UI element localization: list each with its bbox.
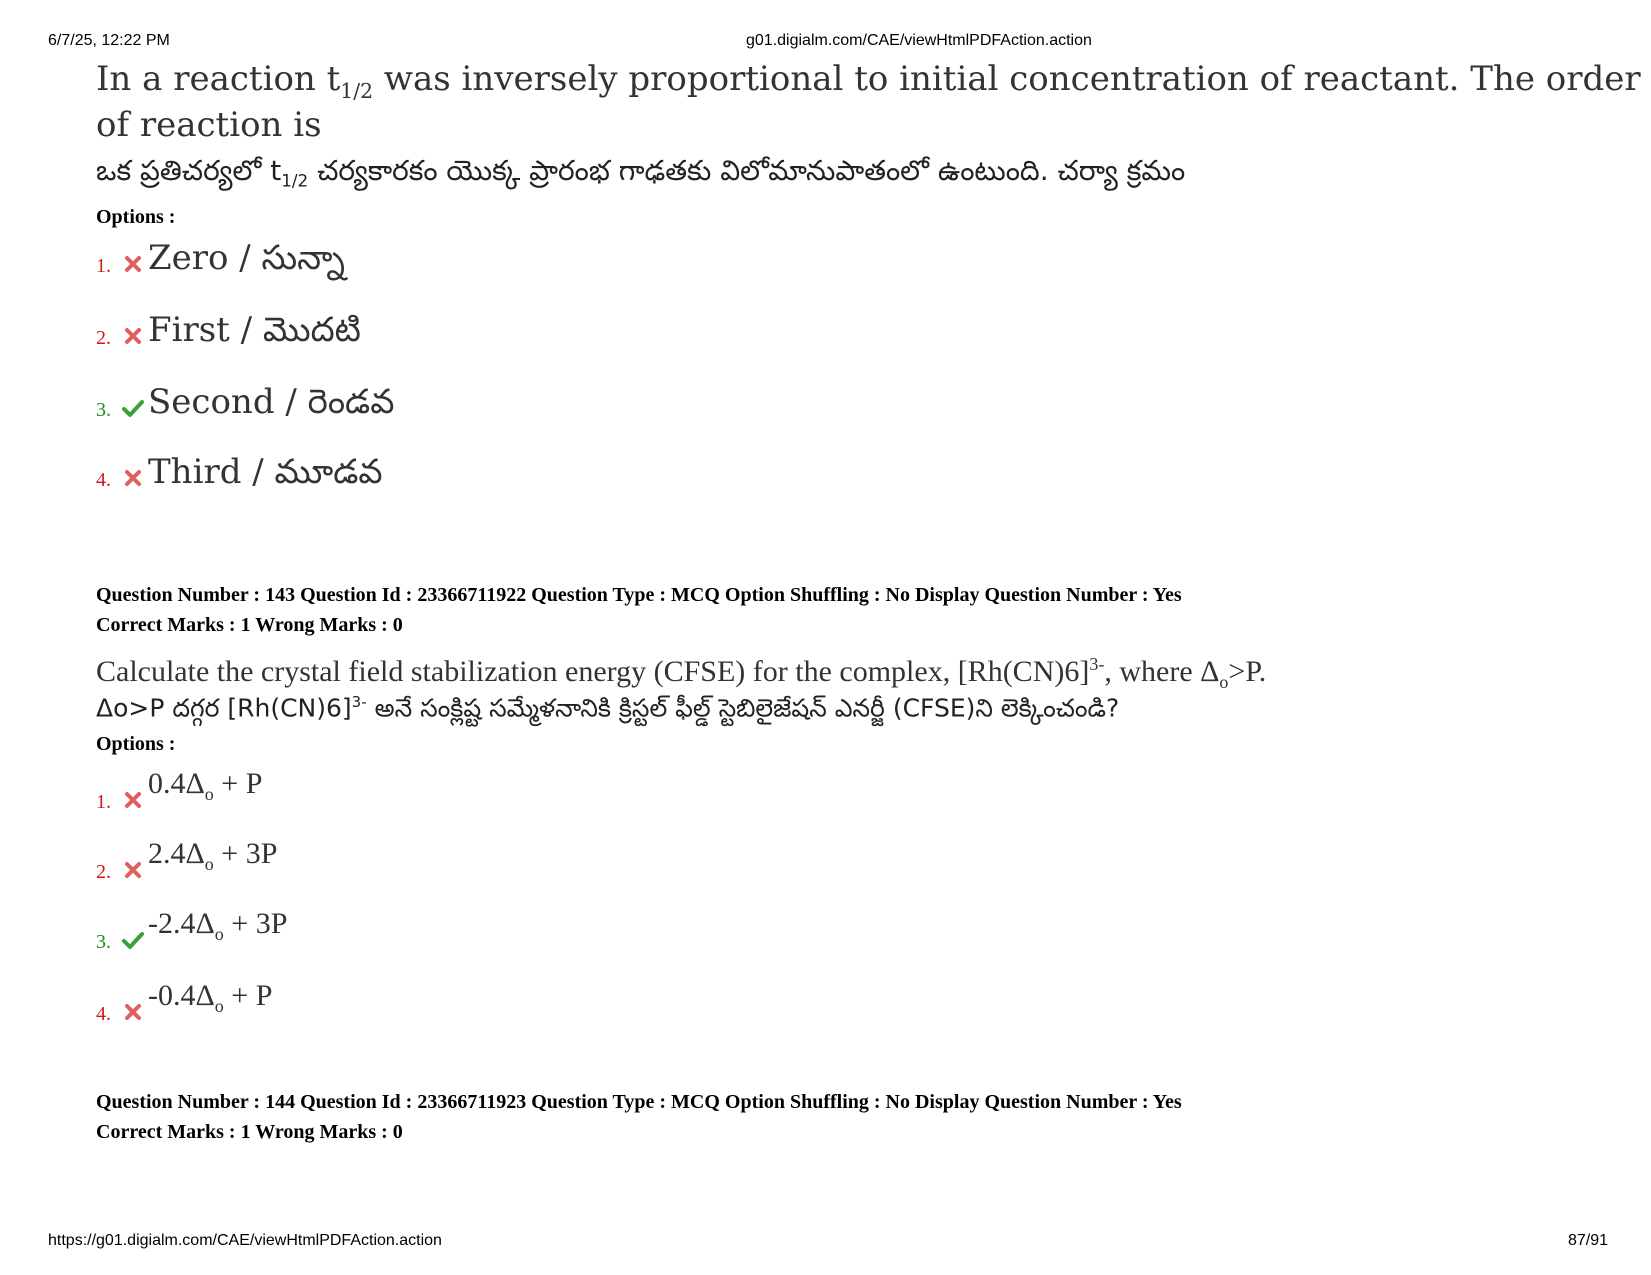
- q144-meta-line1: Question Number : 144 Question Id : 23366711923 Question Type : MCQ Option Shuffling : No Display Question Number : Yes: [96, 1091, 1182, 1113]
- q142-option-1: 1. Zero / సున్నా: [96, 238, 345, 278]
- print-datetime: 6/7/25, 12:22 PM: [48, 32, 170, 49]
- print-header-url: g01.digialm.com/CAE/viewHtmlPDFAction.action: [746, 32, 1092, 49]
- q142-question-text-line1: In a reaction $t_{1/2}$ was inversely proportional to initial concentration of reactant. The order: [96, 59, 1641, 103]
- check-icon: [122, 398, 144, 418]
- q143-option-3: 3. $-2.4\Delta_o + 3P$: [96, 907, 288, 953]
- q142-question-text-line2: of reaction is: [96, 105, 322, 145]
- q143-meta-line1: Question Number : 143 Question Id : 23366711922 Question Type : MCQ Option Shuffling : No Display Question Number : Yes: [96, 584, 1182, 606]
- q143-option-4: 4. $-0.4\Delta_o + P$: [96, 979, 273, 1025]
- q142-option-4: 4. Third / మూడవ: [96, 452, 383, 492]
- q143-meta-line2: Correct Marks : 1 Wrong Marks : 0: [96, 614, 403, 636]
- cross-icon: [122, 790, 144, 810]
- check-icon: [122, 930, 144, 950]
- q142-option-3: 3. Second / రెండవ: [96, 382, 395, 422]
- q144-meta-line2: Correct Marks : 1 Wrong Marks : 0: [96, 1121, 403, 1143]
- cross-icon: [122, 860, 144, 880]
- cross-icon: [122, 468, 144, 488]
- q142-options-label: Options :: [96, 206, 176, 228]
- cross-icon: [122, 1002, 144, 1022]
- q143-options-label: Options :: [96, 733, 176, 755]
- q142-question-text-telugu: ఒక ప్రతిచర్యలో $t_{1/2}$ చర్యకారకం యొక్క ప్రారంభ గాఢతకు విలోమానుపాతంలో ఉంటుంది. చర్యా క్రమం: [96, 154, 1186, 191]
- page-number: 87/91: [1568, 1232, 1609, 1249]
- q142-option-2: 2. First / మొదటి: [96, 310, 361, 350]
- q143-question-text: Calculate the crystal field stabilization energy (CFSE) for the complex, $[Rh(CN)6]^{3-}$, where $\Delta_o>P$.: [96, 654, 1267, 692]
- q143-option-2: 2. $2.4\Delta_o + 3P$: [96, 837, 278, 883]
- print-footer-url: https://g01.digialm.com/CAE/viewHtmlPDFAction.action: [48, 1232, 442, 1249]
- cross-icon: [122, 326, 144, 346]
- q143-question-text-telugu: Δo>P దగ్గర $[Rh(CN)6]^{3-}$ అనే సంక్లిష్ట సమ్మేళనానికి క్రిస్టల్ ఫీల్డ్ స్టెబిలైజేషన్ ఎనర్జీ (CFSE)ని లెక్కించండి?: [96, 693, 1120, 723]
- q143-option-1: 1. $0.4\Delta_o + P$: [96, 767, 263, 813]
- cross-icon: [122, 254, 144, 274]
